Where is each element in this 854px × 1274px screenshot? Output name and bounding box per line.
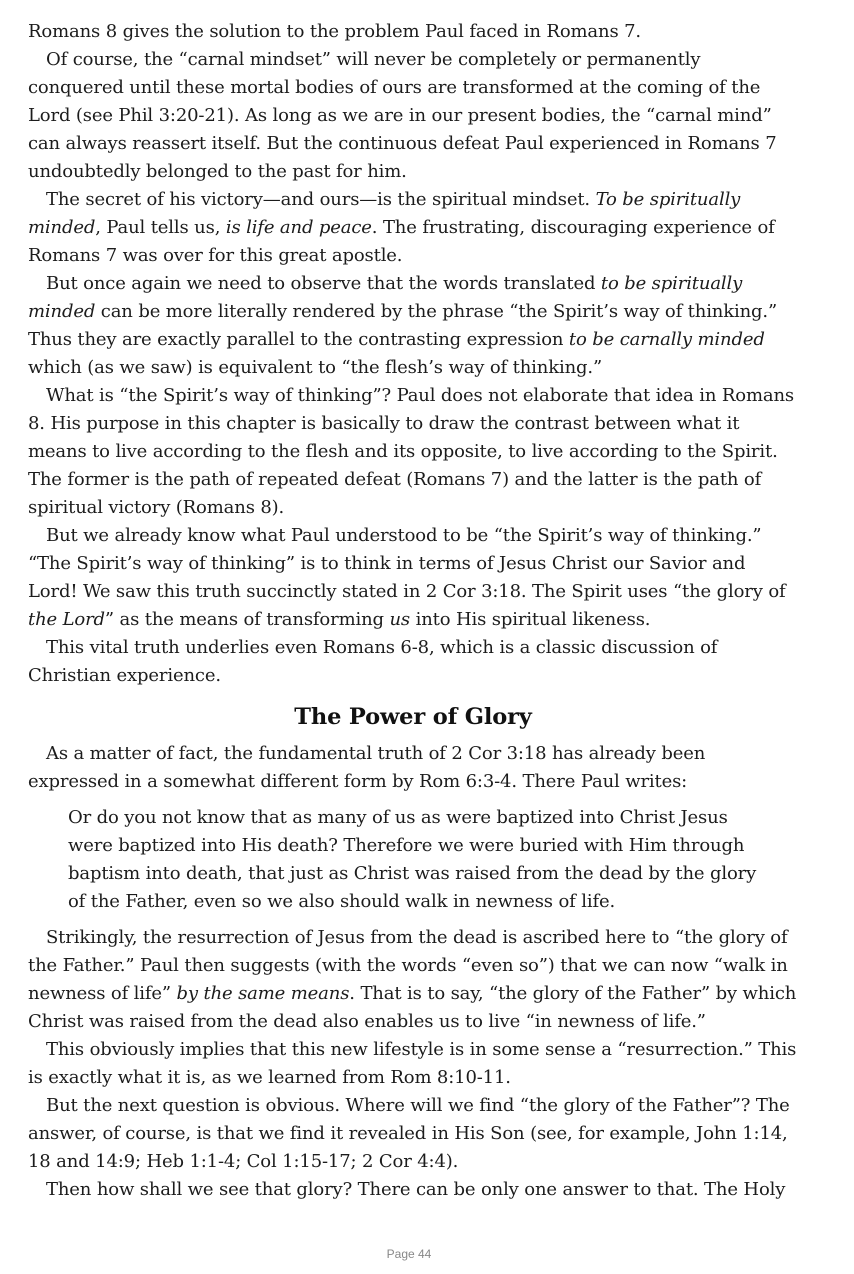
page-body	[28, 18, 798, 1204]
block-quote: Or do you not know that as many of us as were baptized into Christ Jesus were baptized into His death? Therefore we were buried with Him through baptism into death, that just as Christ was raised from the dead by the glory of the Father, even so we also should walk in newness of life.	[68, 807, 757, 912]
text-run: ” as the means of transforming	[104, 609, 390, 630]
paragraph	[28, 522, 798, 634]
paragraph	[28, 634, 798, 690]
text-run: . That is to say, “the glory of the Father” by which Christ was raised from the dead also enables us to live “in newness of life.”	[28, 983, 797, 1032]
section-heading: The Power of Glory	[294, 704, 532, 730]
text-run: Of course, the “carnal mindset” will never be completely or permanently conquered until these mortal bodies of ours are transformed at the coming of the Lord (see Phil 3:20-21). As long as we are in our present bodies, the “carnal mind” can always reassert itself. But the continuous defeat Paul experienced in Romans 7 undoubtedly belonged to the past for him.	[28, 49, 777, 182]
paragraph	[28, 18, 798, 46]
text-run: Strikingly, the resurrection of Jesus from the dead is ascribed here to “the glory of the Father.” Paul then suggests (with the words “even so”) that we can now “walk in newness of life”	[28, 927, 788, 1004]
italic-text: us	[389, 609, 411, 630]
text-run: The secret of his victory—and ours—is the spiritual mindset.	[46, 189, 596, 210]
text-run: into His spiritual likeness.	[410, 609, 651, 630]
text-run: But once again we need to observe that the words translated	[46, 273, 601, 294]
italic-text: to be carnally minded	[568, 329, 765, 350]
paragraph	[28, 924, 798, 1036]
text-run: Romans 8 gives the solution to the problem Paul faced in Romans 7.	[28, 21, 641, 42]
italic-text: To be spiritually minded	[28, 189, 741, 238]
paragraph	[28, 46, 798, 186]
italic-text: the Lord	[28, 609, 105, 630]
text-run: But the next question is obvious. Where will we find “the glory of the Father”? The answer, of course, is that we find it revealed in His Son (see, for example, John 1:14, 18 and 14:9; Heb 1:1-4; Col 1:15-17; 2 Cor 4:4).	[28, 1095, 790, 1172]
paragraphs-after-quote	[28, 924, 798, 1204]
italic-text: by the same means	[176, 983, 350, 1004]
text-run: What is “the Spirit’s way of thinking”? Paul does not elaborate that idea in Romans 8. His purpose in this chapter is basically to draw the contrast between what it means to live according to the flesh and its opposite, to live according to the Spirit. The former is the path of repeated defeat (Romans 7) and the latter is the path of spiritual victory (Romans 8).	[28, 385, 795, 518]
italic-text: to be spiritually minded	[28, 273, 743, 322]
paragraphs-before-heading	[28, 18, 798, 690]
text-run: which (as we saw) is equivalent to “the flesh’s way of thinking.”	[28, 357, 603, 378]
text-run: can be more literally rendered by the phrase “the Spirit’s way of thinking.” Thus they are exactly parallel to the contrasting expression	[28, 301, 778, 350]
paragraph	[28, 1036, 798, 1092]
paragraph	[28, 1092, 798, 1176]
paragraph	[28, 382, 798, 522]
paragraph	[28, 1176, 798, 1204]
text-run: Then how shall we see that glory? There can be only one answer to that. The Holy	[46, 1179, 786, 1200]
text-run: But we already know what Paul understood to be “the Spirit’s way of thinking.” “The Spirit’s way of thinking” is to think in terms of Jesus Christ our Savior and Lord! We saw this truth succinctly stated in 2 Cor 3:18. The Spirit uses “the glory of	[28, 525, 786, 602]
text-run: . The frustrating, discouraging experience of Romans 7 was over for this great apostle.	[28, 217, 775, 266]
page-number: Page 44	[386, 1247, 432, 1261]
italic-text: is life and peace	[225, 217, 372, 238]
text-run: , Paul tells us,	[95, 217, 226, 238]
intro-paragraph: As a matter of fact, the fundamental truth of 2 Cor 3:18 has already been expressed in a somewhat different form by Rom 6:3-4. There Paul writes:	[28, 743, 706, 792]
text-run: This vital truth underlies even Romans 6-8, which is a classic discussion of Christian experience.	[28, 637, 718, 686]
paragraph	[28, 270, 798, 382]
paragraph	[28, 186, 798, 270]
text-run: This obviously implies that this new lifestyle is in some sense a “resurrection.” This is exactly what it is, as we learned from Rom 8:10-11.	[28, 1039, 797, 1088]
